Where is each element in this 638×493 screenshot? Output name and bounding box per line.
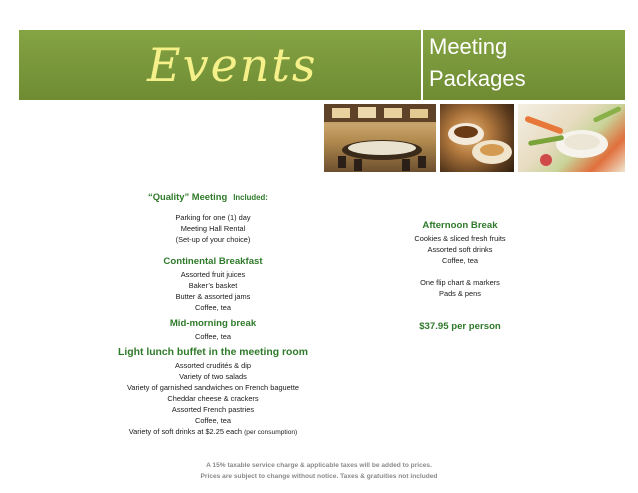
list-item: One flip chart & markers: [420, 278, 500, 287]
crudites-photo: [518, 104, 625, 172]
meeting-packages-title: [429, 31, 526, 95]
light-lunch-heading: Light lunch buffet in the meeting room: [118, 347, 308, 358]
meeting-room-photo: [324, 104, 436, 172]
footer-price-notice: Prices are subject to change without notice. Taxes & gratuities not included: [200, 473, 438, 480]
footer-service-charge: A 15% taxable service charge & applicable taxes will be added to prices.: [206, 462, 432, 469]
continental-breakfast-heading: Continental Breakfast: [163, 256, 263, 267]
meeting-title-line2: Packages: [429, 66, 526, 91]
list-item: Coffee, tea: [194, 416, 232, 425]
included-label: Included:: [233, 193, 268, 202]
list-item: Baker’s basket: [188, 281, 238, 290]
quality-meeting-heading: [148, 191, 268, 202]
soft-drinks-text: Variety of soft drinks at $2.25 each: [128, 427, 243, 436]
events-title: Events: [147, 38, 318, 92]
extras-items: [370, 277, 550, 299]
list-item: Assorted French pastries: [171, 405, 255, 414]
list-item: Coffee, tea: [441, 256, 479, 265]
price-label: $37.95 per person: [419, 321, 501, 332]
light-lunch-items: [100, 360, 326, 438]
list-item: Coffee, tea: [194, 303, 232, 312]
continental-breakfast-items: [113, 269, 313, 313]
list-item: Butter & assorted jams: [175, 292, 251, 301]
base-items: [113, 212, 313, 245]
mid-morning-break-items: [113, 331, 313, 342]
breakfast-photo: [440, 104, 514, 172]
list-item: Coffee, tea: [194, 332, 232, 341]
soft-drinks-line: [100, 426, 326, 438]
banner-divider: [421, 30, 423, 100]
list-item: Pads & pens: [439, 289, 481, 298]
list-item: Assorted soft drinks: [427, 245, 493, 254]
list-item: Meeting Hall Rental: [180, 224, 246, 233]
list-item: Parking for one (1) day: [175, 213, 251, 222]
afternoon-break-heading: Afternoon Break: [422, 220, 498, 231]
meeting-title-line1: Meeting: [429, 34, 508, 59]
mid-morning-break-heading: Mid-morning break: [169, 318, 257, 329]
list-item: Variety of garnished sandwiches on French baguette: [126, 383, 299, 392]
list-item: Variety of two salads: [179, 372, 247, 381]
header-banner: [19, 30, 625, 100]
list-item: (Set-up of your choice): [175, 235, 251, 244]
afternoon-break-items: [370, 233, 550, 266]
list-item: Assorted fruit juices: [180, 270, 246, 279]
soft-drinks-note: (per consumption): [244, 429, 298, 436]
list-item: Cheddar cheese & crackers: [167, 394, 259, 403]
list-item: Cookies & sliced fresh fruits: [414, 234, 506, 243]
list-item: Assorted crudités & dip: [175, 361, 251, 370]
quality-label: “Quality” Meeting: [148, 191, 228, 202]
